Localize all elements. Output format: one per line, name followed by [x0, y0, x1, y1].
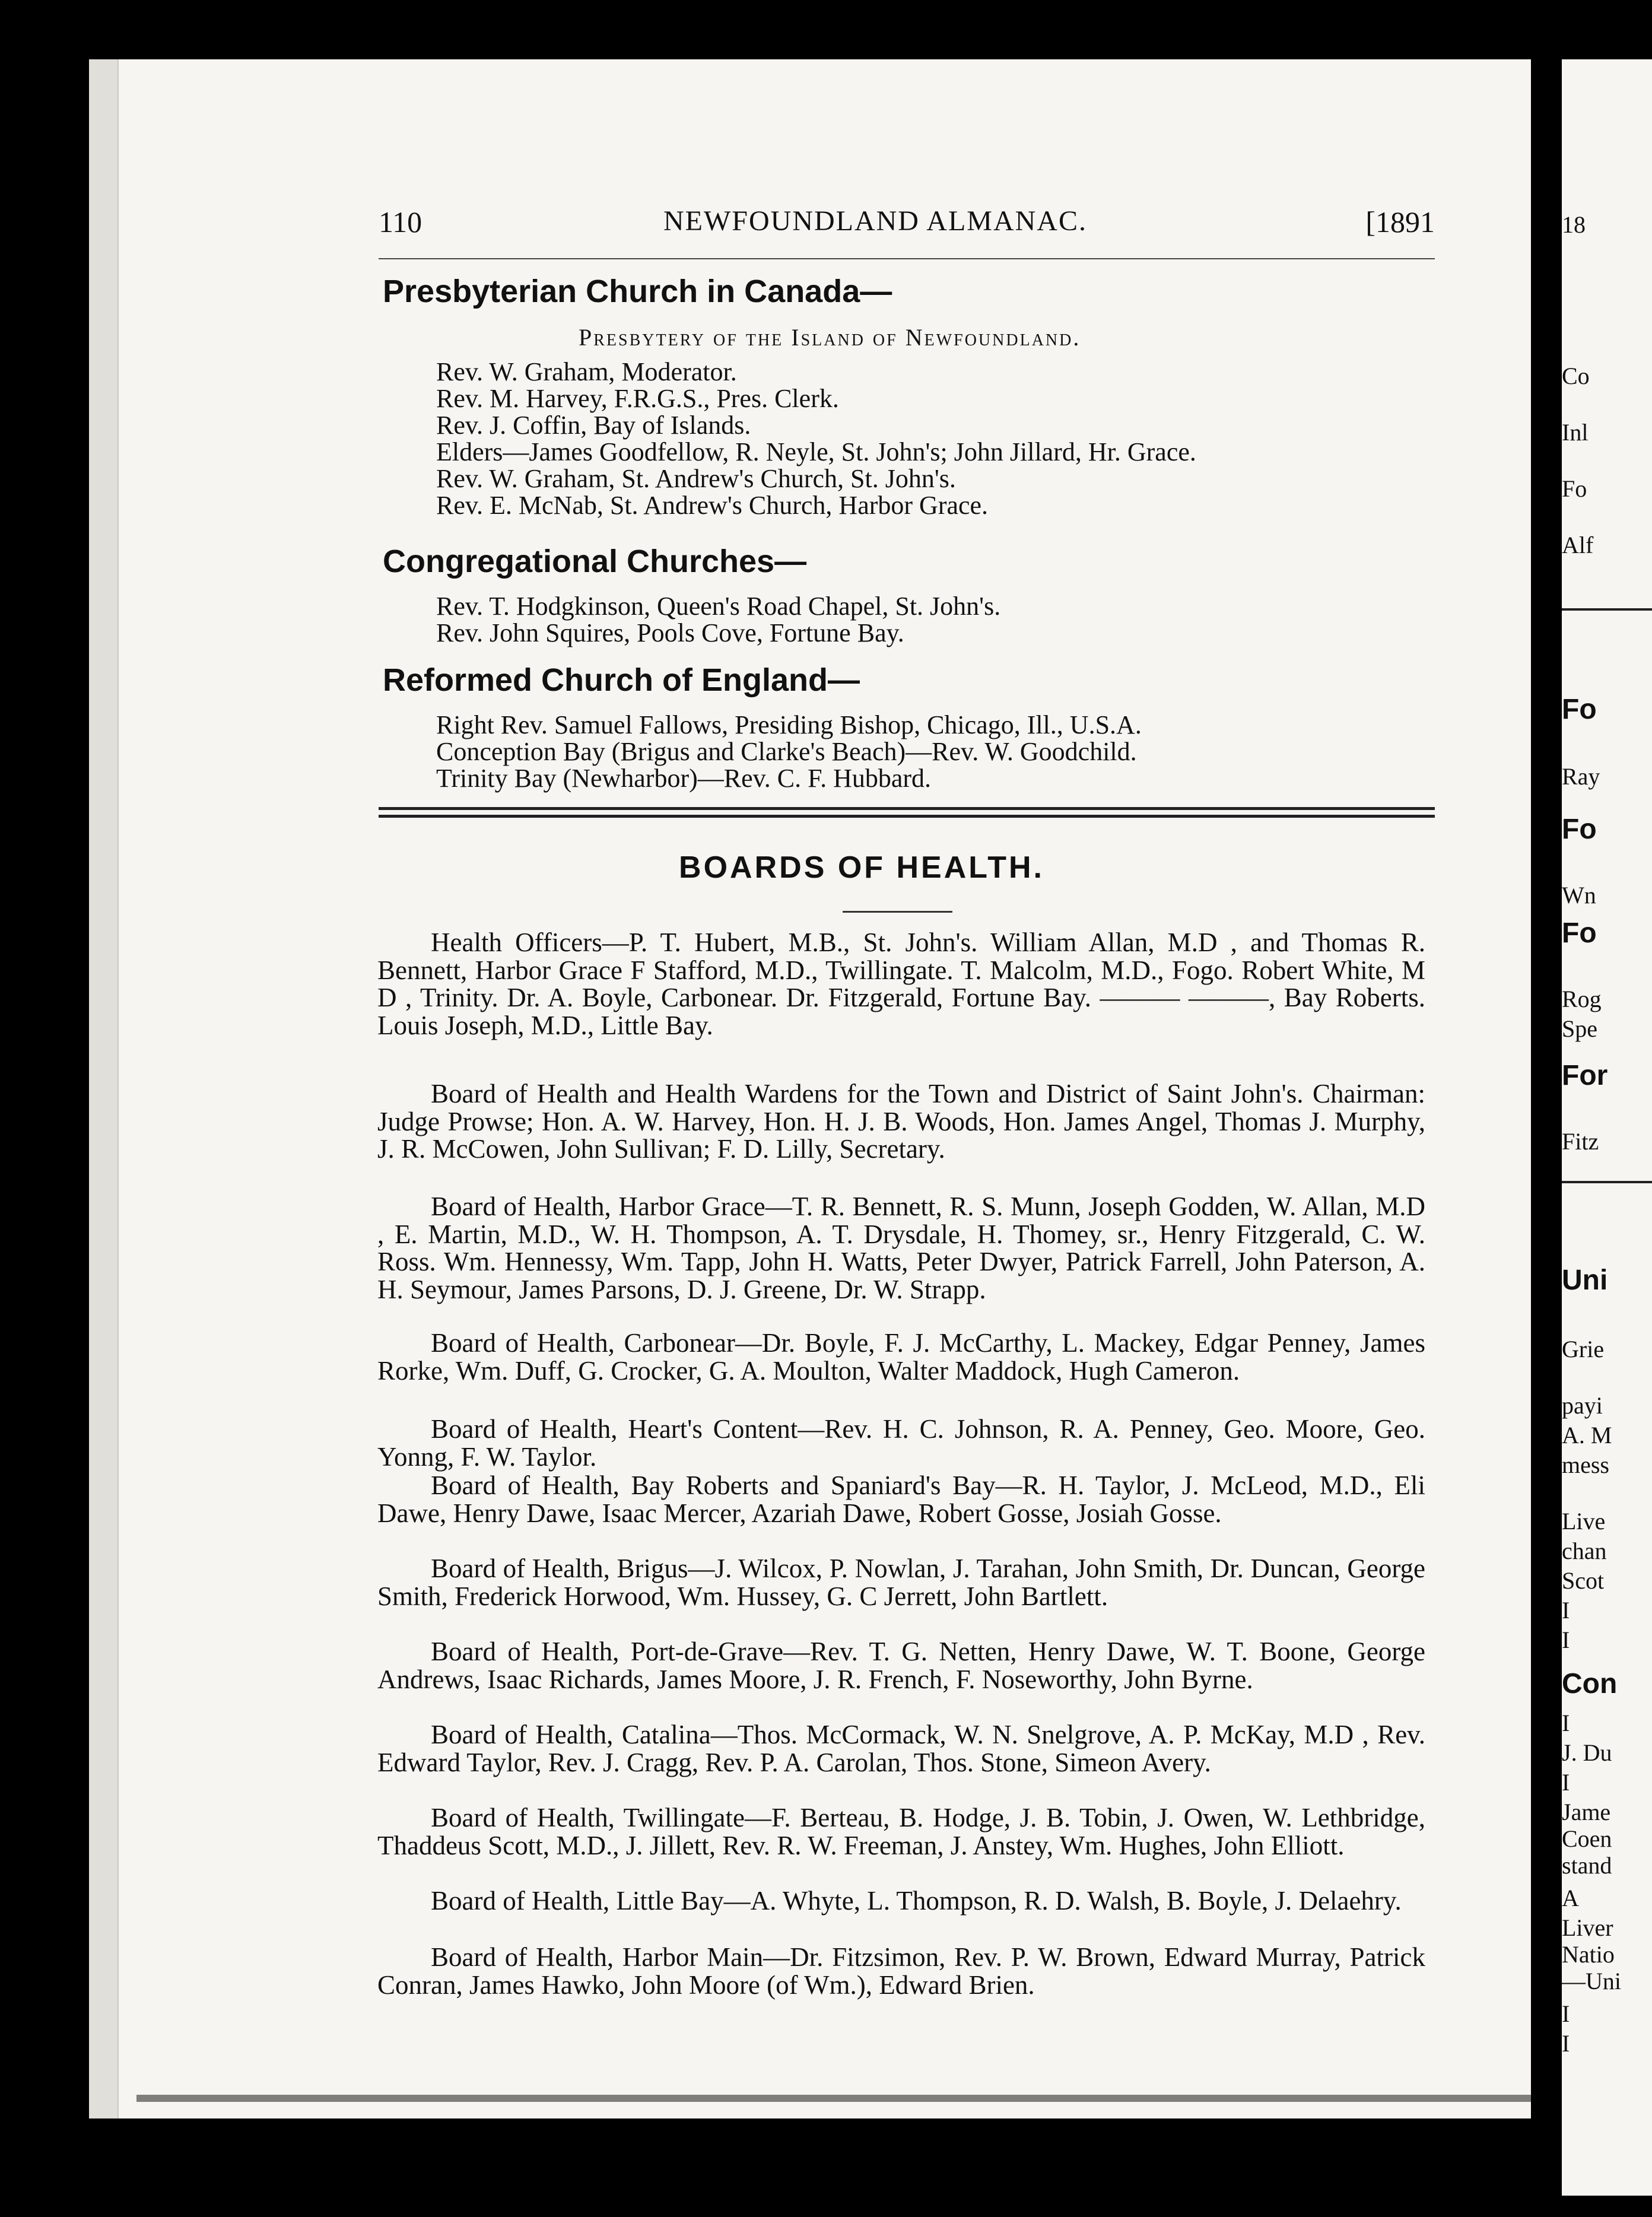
section-heading-reformed: Reformed Church of England— — [383, 662, 860, 698]
facing-fragment: For — [1562, 1060, 1608, 1091]
facing-fragment: Fo — [1562, 694, 1597, 725]
facing-fragment: Con — [1562, 1668, 1618, 1700]
board-paragraph: Board of Health, Heart's Content—Rev. H. C. Johnson, R. A. Penney, Geo. Moore, Geo. Yonng, F. W. Taylor. — [377, 1414, 1425, 1472]
page-number: 110 — [379, 205, 422, 239]
page-binding-edge — [89, 59, 119, 2118]
entry-line: Trinity Bay (Newharbor)—Rev. C. F. Hubbard. — [436, 764, 932, 793]
facing-fragment: payi — [1562, 1392, 1603, 1419]
facing-fragment: I — [1562, 2000, 1570, 2027]
running-title: NEWFOUNDLAND ALMANAC. — [663, 205, 1087, 237]
entry-line: Right Rev. Samuel Fallows, Presiding Bishop, Chicago, Ill., U.S.A. — [436, 710, 1142, 739]
facing-fragment: I — [1562, 1597, 1570, 1624]
facing-fragment: I — [1562, 1710, 1570, 1736]
page-edge-shadow — [136, 2095, 1531, 2102]
entry-line: Rev. M. Harvey, F.R.G.S., Pres. Clerk. — [436, 384, 839, 413]
board-paragraph: Board of Health, Brigus—J. Wilcox, P. Nowlan, J. Tarahan, John Smith, Dr. Duncan, George Smith, Frederick Horwood, Wm. Hussey, G. C Jerrett, John Bartlett. — [377, 1554, 1425, 1611]
board-paragraph: Health Officers—P. T. Hubert, M.B., St. John's. William Allan, M.D , and Thomas R. Bennett, Harbor Grace F Stafford, M.D., Twillingate. T. Malcolm, M.D., Fogo. Robert White, M D , Trinity. Dr. A. Boyle, Carbonear. Dr. Fitzgerald, Fortune Bay. ——— ———, Bay Roberts. Louis Joseph, M.D., Little Bay. — [377, 928, 1425, 1040]
facing-fragment: A. M — [1562, 1422, 1612, 1449]
entry-line: Rev. T. Hodgkinson, Queen's Road Chapel, St. John's. — [436, 592, 1001, 621]
facing-fragment: Fo — [1562, 917, 1597, 949]
facing-fragment: Natio — [1562, 1941, 1615, 1968]
section-double-rule — [379, 807, 1435, 822]
facing-fragment: Spe — [1562, 1015, 1597, 1042]
facing-fragment: chan — [1562, 1538, 1607, 1564]
entry-line: Elders—James Goodfellow, R. Neyle, St. John's; John Jillard, Hr. Grace. — [436, 437, 1196, 466]
facing-fragment: Jame — [1562, 1799, 1611, 1825]
running-header — [379, 205, 1435, 246]
entry-line: Rev. J. Coffin, Bay of Islands. — [436, 411, 751, 440]
facing-rule — [1562, 608, 1652, 611]
section-heading-congregational: Congregational Churches— — [383, 544, 807, 579]
heading-underline — [843, 911, 952, 913]
facing-fragment: Liver — [1562, 1914, 1613, 1941]
facing-fragment: Coen — [1562, 1825, 1612, 1852]
entry-line: Conception Bay (Brigus and Clarke's Beach)—Rev. W. Goodchild. — [436, 737, 1137, 766]
facing-fragment: Live — [1562, 1508, 1606, 1535]
facing-fragment: Scot — [1562, 1567, 1605, 1594]
facing-fragment: Fo — [1562, 814, 1597, 845]
facing-fragment: Co — [1562, 363, 1590, 389]
facing-fragment: Uni — [1562, 1265, 1608, 1296]
board-paragraph: Board of Health, Harbor Grace—T. R. Bennett, R. S. Munn, Joseph Godden, W. Allan, M.D , E. Martin, M.D., W. H. Thompson, A. T. Drysdale, H. Thomey, sr., Henry Fitzgerald, C. W. Ross. Wm. Hennessy, Wm. Tapp, John H. Watts, Peter Dwyer, Patrick Farrell, John Paterson, A. H. Seymour, James Parsons, D. J. Greene, Dr. W. Strapp. — [377, 1192, 1425, 1304]
facing-fragment: —Uni — [1562, 1968, 1621, 1994]
entry-line: Rev. W. Graham, Moderator. — [436, 357, 737, 386]
facing-fragment: Fo — [1562, 475, 1587, 502]
board-paragraph: Board of Health, Harbor Main—Dr. Fitzsimon, Rev. P. W. Brown, Edward Murray, Patrick Conran, James Hawko, John Moore (of Wm.), Edward Brien. — [377, 1942, 1425, 2000]
facing-page — [1562, 59, 1652, 2196]
facing-fragment: Fitz — [1562, 1128, 1599, 1155]
facing-fragment: Alf — [1562, 532, 1594, 558]
board-paragraph: Board of Health, Little Bay—A. Whyte, L. Thompson, R. D. Walsh, B. Boyle, J. Delaehry. — [431, 1886, 1402, 1916]
board-paragraph: Board of Health and Health Wardens for the Town and District of Saint John's. Chairman: Judge Prowse; Hon. A. W. Harvey, Hon. H. J. B. Woods, Hon. James Angel, Thomas J. Murphy, J. R. McCowen, John Sullivan; F. D. Lilly, Secretary. — [377, 1079, 1425, 1164]
boards-heading: BOARDS OF HEALTH. — [679, 850, 1044, 885]
entry-line: Rev. E. McNab, St. Andrew's Church, Harbor Grace. — [436, 491, 989, 520]
board-paragraph: Board of Health, Port-de-Grave—Rev. T. G. Netten, Henry Dawe, W. T. Boone, George Andrews, Isaac Richards, James Moore, J. R. French, F. Noseworthy, John Byrne. — [377, 1637, 1425, 1694]
facing-fragment: Inl — [1562, 419, 1589, 446]
facing-rule — [1562, 1181, 1652, 1183]
facing-fragment: I — [1562, 1627, 1570, 1653]
facing-fragment: Ray — [1562, 763, 1600, 790]
book-gutter — [1531, 59, 1562, 2172]
facing-fragment: mess — [1562, 1451, 1609, 1478]
facing-fragment: J. Du — [1562, 1739, 1612, 1766]
board-paragraph: Board of Health, Carbonear—Dr. Boyle, F. J. McCarthy, L. Mackey, Edgar Penney, James Rorke, Wm. Duff, G. Crocker, G. A. Moulton, Walter Maddock, Hugh Cameron. — [377, 1328, 1425, 1386]
facing-fragment: 18 — [1562, 211, 1586, 238]
facing-fragment: I — [1562, 1769, 1570, 1796]
board-paragraph: Board of Health, Twillingate—F. Berteau, B. Hodge, J. B. Tobin, J. Owen, W. Lethbridge, Thaddeus Scott, M.D., J. Jillett, Rev. R. W. Freeman, J. Anstey, Wm. Hughes, John Elliott. — [377, 1803, 1425, 1860]
entry-line: Rev. W. Graham, St. Andrew's Church, St. John's. — [436, 464, 956, 493]
board-paragraph: Board of Health, Catalina—Thos. McCormack, W. N. Snelgrove, A. P. McKay, M.D , Rev. Edward Taylor, Rev. J. Cragg, Rev. P. A. Carolan, Thos. Stone, Simeon Avery. — [377, 1720, 1425, 1777]
facing-fragment: Rog — [1562, 986, 1602, 1012]
facing-fragment: stand — [1562, 1852, 1612, 1879]
year-marker: [1891 — [1365, 205, 1435, 239]
facing-fragment: I — [1562, 2030, 1570, 2057]
header-rule — [379, 258, 1435, 259]
facing-fragment: A — [1562, 1885, 1579, 1911]
facing-fragment: Wn — [1562, 882, 1596, 909]
entry-line: Rev. John Squires, Pools Cove, Fortune Bay. — [436, 618, 904, 647]
section-heading-presbyterian: Presbyterian Church in Canada— — [383, 274, 892, 309]
facing-fragment: Grie — [1562, 1336, 1605, 1362]
section-subheading: Presbytery of the Island of Newfoundland. — [579, 324, 1081, 351]
board-paragraph: Board of Health, Bay Roberts and Spaniard's Bay—R. H. Taylor, J. McLeod, M.D., Eli Dawe, Henry Dawe, Isaac Mercer, Azariah Dawe, Robert Gosse, Josiah Gosse. — [377, 1470, 1425, 1528]
